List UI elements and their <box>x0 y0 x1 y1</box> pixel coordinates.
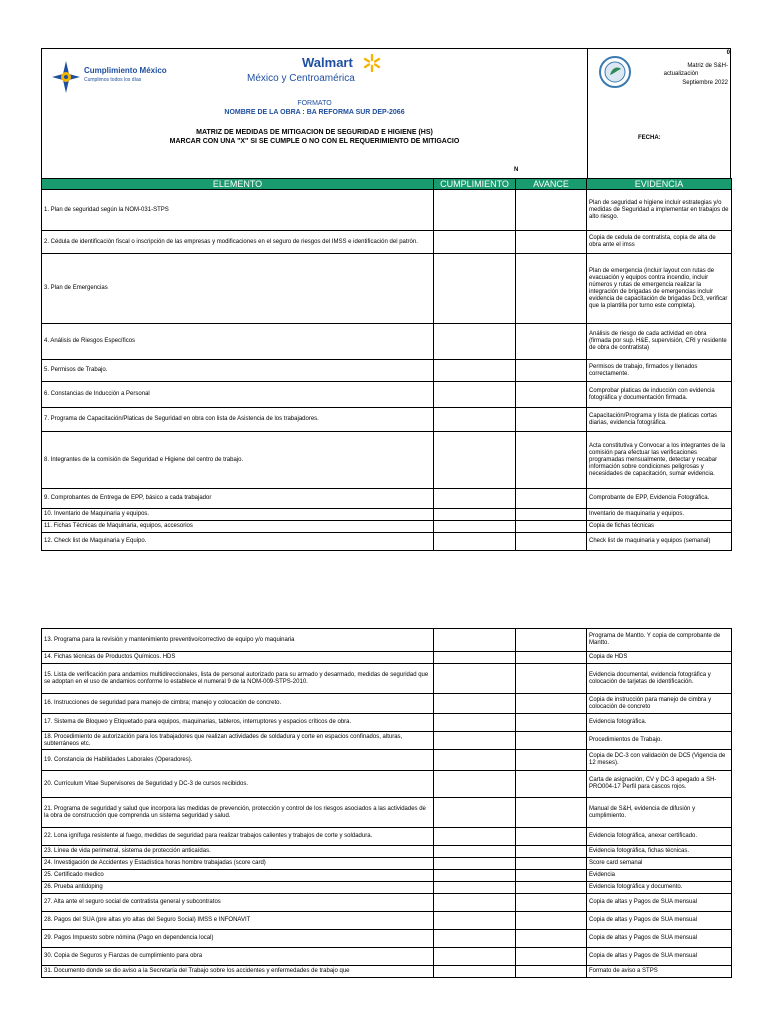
walmart-spark-icon <box>363 54 381 72</box>
cumplimiento-cell[interactable] <box>434 629 516 652</box>
cumplimiento-cell[interactable] <box>434 714 516 732</box>
table-row <box>42 930 732 948</box>
matriz-title-2: MARCAR CON UNA "X" SI SE CUMPLE O NO CON EL REQUERIMIENTO DE MITIGACIO <box>169 138 460 145</box>
elemento-cell: 3. Plan de Emergencias <box>42 254 434 324</box>
avance-cell[interactable] <box>516 190 587 231</box>
avance-cell[interactable] <box>516 732 587 750</box>
cumplimiento-cell[interactable] <box>434 360 516 382</box>
cumplimiento-cell[interactable] <box>434 912 516 930</box>
evidencia-cell: Programa de Mantto. Y copia de comprobante de Mantto. <box>587 629 732 652</box>
evidencia-cell: Evidencia fotográfica, anexar certificado. <box>587 828 732 846</box>
cumplimiento-cell[interactable] <box>434 324 516 360</box>
cumplimiento-cell[interactable] <box>434 533 516 551</box>
avance-cell[interactable] <box>516 798 587 828</box>
cumplimiento-cell[interactable] <box>434 948 516 966</box>
doc-code: 0 <box>726 50 730 56</box>
table-row <box>42 750 732 771</box>
evidencia-cell: Acta constitutiva y Convocar a los integrantes de la comisión para efectuar las verificaciones programadas mensualmente, detectar y recabar información sobre condiciones peligrosas y necesidades de capacitación, sumar evidencia. <box>587 432 732 489</box>
avance-cell[interactable] <box>516 382 587 408</box>
evidencia-cell: Permisos de trabajo, firmados y llenados correctamente. <box>587 360 732 382</box>
avance-cell[interactable] <box>516 521 587 533</box>
avance-cell[interactable] <box>516 846 587 858</box>
avance-cell[interactable] <box>516 894 587 912</box>
cumplimiento-cell[interactable] <box>434 509 516 521</box>
elemento-cell: 7. Programa de Capacitación/Platicas de Seguridad en obra con lista de Asistencia de los trabajadores. <box>42 408 434 432</box>
header-right-panel <box>587 49 731 179</box>
evidencia-cell: Copia de fichas técnicas <box>587 521 732 533</box>
table-row <box>42 771 732 798</box>
avance-cell[interactable] <box>516 664 587 694</box>
avance-cell[interactable] <box>516 360 587 382</box>
evidencia-cell: Copia de cedula de contratista, copia de alta de obra ante el imss <box>587 231 732 254</box>
cumplimiento-cell[interactable] <box>434 664 516 694</box>
table-row <box>42 798 732 828</box>
avance-cell[interactable] <box>516 948 587 966</box>
avance-cell[interactable] <box>516 694 587 714</box>
avance-cell[interactable] <box>516 652 587 664</box>
evidencia-cell: Manual de S&H, evidencia de difusión y cumplimiento. <box>587 798 732 828</box>
evidencia-cell: Check list de maquinaria y equipos (semanal) <box>587 533 732 551</box>
evidencia-cell: Formato de aviso a STPS <box>587 966 732 978</box>
avance-cell[interactable] <box>516 750 587 771</box>
evidencia-cell: Comprobante de EPP, Evidencia Fotográfica. <box>587 489 732 509</box>
elemento-cell: 20. Currículum Vitae Supervisores de Seguridad y DC-3 de cursos recibidos. <box>42 771 434 798</box>
table-row <box>42 629 732 652</box>
elemento-cell: 2. Cédula de identificación fiscal o inscripción de las empresas y modificaciones en el seguro de riesgos del IMSS e identificación del patrón. <box>42 231 434 254</box>
formato-label: FORMATO <box>297 100 332 107</box>
table-row <box>42 432 732 489</box>
avance-cell[interactable] <box>516 828 587 846</box>
doc-date: Septiembre 2022 <box>682 80 728 86</box>
evidencia-cell: Evidencia fotográfica, fichas técnicas. <box>587 846 732 858</box>
elemento-cell: 13. Programa para la revisión y mantenimiento preventivo/correctivo de equipo y/o maquinaria <box>42 629 434 652</box>
avance-cell[interactable] <box>516 966 587 978</box>
avance-cell[interactable] <box>516 882 587 894</box>
cumplimiento-cell[interactable] <box>434 894 516 912</box>
col-header-avance: AVANCE <box>516 179 587 190</box>
elemento-cell: 6. Constancias de Inducción a Personal <box>42 382 434 408</box>
elemento-cell: 14. Fichas técnicas de Productos Químicos. HDS <box>42 652 434 664</box>
cumplimiento-cell[interactable] <box>434 846 516 858</box>
table-row <box>42 360 732 382</box>
obra-name: NOMBRE DE LA OBRA : BA REFORMA SUR DEP-2066 <box>224 109 405 116</box>
table-row <box>42 254 732 324</box>
avance-cell[interactable] <box>516 231 587 254</box>
table-row <box>42 858 732 870</box>
table-row <box>42 882 732 894</box>
avance-cell[interactable] <box>516 489 587 509</box>
table-row <box>42 533 732 551</box>
evidencia-cell: Copia de DC-3 con validación de DC5 (Vigencia de 12 meses). <box>587 750 732 771</box>
table-row <box>42 190 732 231</box>
document-header <box>41 48 731 180</box>
walmart-logo-region: México y Centroamérica <box>247 73 355 84</box>
table-row <box>42 324 732 360</box>
table-row <box>42 652 732 664</box>
cumplimiento-cell[interactable] <box>434 858 516 870</box>
evidencia-cell: Carta de asignación, CV y DC-3 apegado a SH-PRO004-17 Perfil para cascos rojos. <box>587 771 732 798</box>
elemento-cell: 29. Pagos Impuesto sobre nómina (Pago en dependencia local) <box>42 930 434 948</box>
cumplimiento-cell[interactable] <box>434 408 516 432</box>
table-row <box>42 912 732 930</box>
cumplimiento-cell[interactable] <box>434 750 516 771</box>
evidencia-cell: Inventario de maquinaria y equipos. <box>587 509 732 521</box>
elemento-cell: 26. Prueba antidoping <box>42 882 434 894</box>
table-row <box>42 382 732 408</box>
cumplimiento-cell[interactable] <box>434 966 516 978</box>
table-row <box>42 894 732 912</box>
evidencia-cell: Capacitación/Programa y lista de platicas cortas diarias, evidencia fotográfica. <box>587 408 732 432</box>
table-row <box>42 664 732 694</box>
elemento-cell: 31. Documento donde se dio aviso a la Secretaría del Trabajo sobre los accidentes y enfermedades de trabajo que <box>42 966 434 978</box>
cumplimiento-cell[interactable] <box>434 882 516 894</box>
col-header-cumplimiento: CUMPLIMIENTO <box>434 179 516 190</box>
avance-cell[interactable] <box>516 714 587 732</box>
certification-seal-icon <box>598 55 632 89</box>
table-row <box>42 732 732 750</box>
evidencia-cell: Procedimientos de Trabajo. <box>587 732 732 750</box>
evidencia-cell: Análisis de riesgo de cada actividad en obra (firmada por sup. H&E, supervisión, CRI y residente de obra de contratista) <box>587 324 732 360</box>
evidencia-cell: Score card semanal <box>587 858 732 870</box>
cm-logo-tagline: Cumplimos todos los días <box>84 77 142 83</box>
avance-cell[interactable] <box>516 629 587 652</box>
cumplimiento-cell[interactable] <box>434 732 516 750</box>
avance-cell[interactable] <box>516 533 587 551</box>
cumplimiento-cell[interactable] <box>434 382 516 408</box>
evidencia-cell: Copia de instrucción para manejo de cimbra y colocación de concreto <box>587 694 732 714</box>
elemento-cell: 11. Fichas Técnicas de Maquinaria, equipos, accesorios <box>42 521 434 533</box>
elemento-cell: 30. Copia de Seguros y Fianzas de cumplimiento para obra <box>42 948 434 966</box>
elemento-cell: 8. Integrantes de la comisión de Seguridad e Higiene del centro de trabajo. <box>42 432 434 489</box>
evidencia-cell: Copia de HDS <box>587 652 732 664</box>
evidencia-cell: Evidencia documental, evidencia fotográfica y colocación de tarjetas de identificación. <box>587 664 732 694</box>
evidencia-cell: Copia de altas y Pagos de SUA mensual <box>587 948 732 966</box>
cumplimiento-cell[interactable] <box>434 489 516 509</box>
table-2-body <box>42 629 732 978</box>
table-row <box>42 846 732 858</box>
avance-cell[interactable] <box>516 870 587 882</box>
elemento-cell: 1. Plan de seguridad según la NOM-031-STPS <box>42 190 434 231</box>
table-row <box>42 231 732 254</box>
requirements-table-1 <box>41 178 732 551</box>
avance-cell[interactable] <box>516 930 587 948</box>
cumplimiento-cell[interactable] <box>434 798 516 828</box>
col-header-elemento: ELEMENTO <box>42 179 434 190</box>
evidencia-cell: Evidencia fotográfica. <box>587 714 732 732</box>
walmart-logo-name: Walmart <box>302 55 353 70</box>
matriz-title-1: MATRIZ DE MEDIDAS DE MITIGACION DE SEGURIDAD E HIGIENE (HS) <box>196 129 433 136</box>
table-header-row <box>42 179 732 190</box>
evidencia-cell: Plan de emergencia (incluir layout con rutas de evacuación y equipos contra incendio, incluir números y rutas de emergencia realizar la integración de brigadas de emergencias incluir evidencia de capacitación de brigadas Dc3, verificar que la plantilla por turno este completa). <box>587 254 732 324</box>
elemento-cell: 27. Alta ante el seguro social de contratista general y subcontratos <box>42 894 434 912</box>
elemento-cell: 12. Check list de Maquinaria y Equipo. <box>42 533 434 551</box>
cumplimiento-cell[interactable] <box>434 652 516 664</box>
cumplimiento-cell[interactable] <box>434 432 516 489</box>
elemento-cell: 23. Línea de vida perimetral, sistema de protección anticaídas. <box>42 846 434 858</box>
n-label: N <box>514 167 519 173</box>
elemento-cell: 9. Comprobantes de Entrega de EPP, básico a cada trabajador <box>42 489 434 509</box>
avance-cell[interactable] <box>516 912 587 930</box>
evidencia-cell: Evidencia <box>587 870 732 882</box>
elemento-cell: 22. Lona ignífuga resistente al fuego, medidas de seguridad para realizar trabajos calientes y trabajos de corte y soldadura. <box>42 828 434 846</box>
evidencia-cell: Comprobar platicas de inducción con evidencia fotográfica y documentación firmada. <box>587 382 732 408</box>
cumplimiento-cell[interactable] <box>434 771 516 798</box>
cumplimiento-mexico-logo <box>52 59 192 95</box>
compass-star-icon <box>52 61 80 93</box>
table-row <box>42 489 732 509</box>
elemento-cell: 5. Permisos de Trabajo. <box>42 360 434 382</box>
evidencia-cell: Copia de altas y Pagos de SUA mensual <box>587 912 732 930</box>
elemento-cell: 4. Análisis de Riesgos Específicos <box>42 324 434 360</box>
elemento-cell: 10. Inventario de Maquinaria y equipos. <box>42 509 434 521</box>
elemento-cell: 21. Programa de seguridad y salud que incorpora las medidas de prevención, protección y control de los riesgos asociados a las actividades de la obra de construcción que comprenda un sistema seguridad y salud. <box>42 798 434 828</box>
cumplimiento-cell[interactable] <box>434 694 516 714</box>
table-row <box>42 521 732 533</box>
avance-cell[interactable] <box>516 858 587 870</box>
elemento-cell: 28. Pagos del SUA (pre altas y/o altas del Seguro Social) IMSS e INFONAVIT <box>42 912 434 930</box>
table-row <box>42 870 732 882</box>
doc-matriz: Matriz de S&H- <box>687 63 728 69</box>
cumplimiento-cell[interactable] <box>434 521 516 533</box>
elemento-cell: 18. Procedimiento de autorización para los trabajadores que realizan actividades de soldadura y corte en espacios confinados, alturas, subterráneos etc. <box>42 732 434 750</box>
avance-cell[interactable] <box>516 408 587 432</box>
elemento-cell: 25. Certificado medico <box>42 870 434 882</box>
evidencia-cell: Copia de altas y Pagos de SUA mensual <box>587 930 732 948</box>
avance-cell[interactable] <box>516 324 587 360</box>
avance-cell[interactable] <box>516 771 587 798</box>
cumplimiento-cell[interactable] <box>434 828 516 846</box>
avance-cell[interactable] <box>516 509 587 521</box>
table-row <box>42 828 732 846</box>
cumplimiento-cell[interactable] <box>434 231 516 254</box>
table-1-body <box>42 179 732 551</box>
avance-cell[interactable] <box>516 254 587 324</box>
doc-actualizacion: actualización <box>663 71 699 77</box>
cumplimiento-cell[interactable] <box>434 190 516 231</box>
table-row <box>42 714 732 732</box>
table-row <box>42 966 732 978</box>
fecha-label: FECHA: <box>638 135 661 141</box>
cumplimiento-cell[interactable] <box>434 870 516 882</box>
cumplimiento-cell[interactable] <box>434 254 516 324</box>
col-header-evidencia: EVIDENCIA <box>587 179 732 190</box>
table-row <box>42 408 732 432</box>
elemento-cell: 16. Instrucciones de seguridad para manejo de cimbra; manejo y colocación de concreto. <box>42 694 434 714</box>
table-row <box>42 948 732 966</box>
evidencia-cell: Copia de altas y Pagos de SUA mensual <box>587 894 732 912</box>
evidencia-cell: Evidencia fotográfica y documento. <box>587 882 732 894</box>
table-row <box>42 694 732 714</box>
evidencia-cell: Plan de seguridad e higiene incluir estrategias y/o medidas de Seguridad a implementar en trabajos de alto riesgo. <box>587 190 732 231</box>
cumplimiento-cell[interactable] <box>434 930 516 948</box>
table-row <box>42 509 732 521</box>
requirements-table-2 <box>41 628 732 978</box>
elemento-cell: 17. Sistema de Bloqueo y Etiquetado para equipos, maquinarias, tableros, interruptores y espacios críticos de obra. <box>42 714 434 732</box>
elemento-cell: 15. Lista de verificación para andamios multidireccionales, lista de personal autorizado para su armado y desarmado, medidas de seguridad que se adoptan en el uso de andamios conforme lo establece el numeral 9 de la NOM-009-STPS-2010. <box>42 664 434 694</box>
elemento-cell: 24. Investigación de Accidentes y Estadística horas hombre trabajadas (score card) <box>42 858 434 870</box>
cm-logo-title: Cumplimiento México <box>84 66 167 75</box>
walmart-logo <box>247 53 397 93</box>
avance-cell[interactable] <box>516 432 587 489</box>
elemento-cell: 19. Constancia de Habilidades Laborales (Operadores). <box>42 750 434 771</box>
